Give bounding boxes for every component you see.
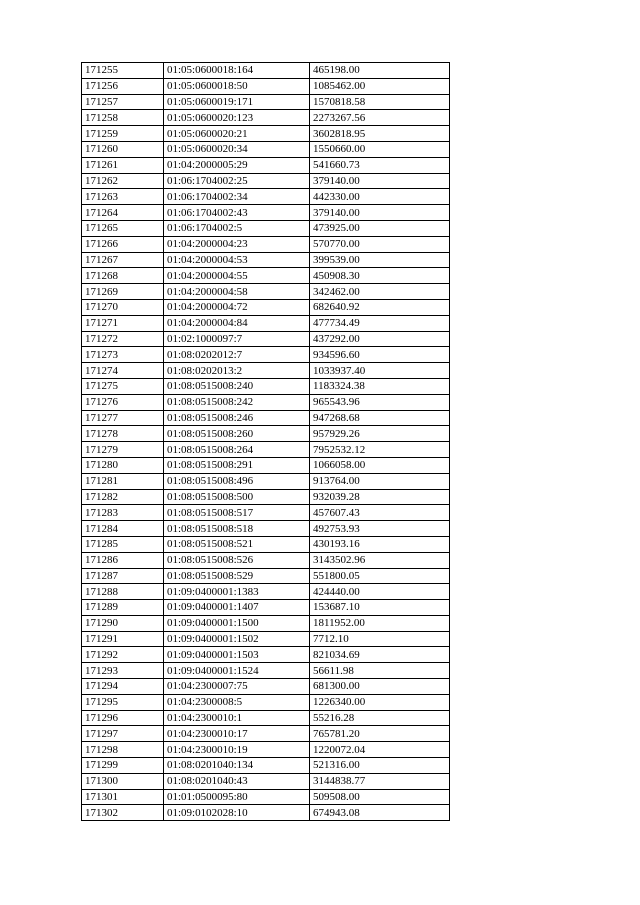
value-cell: 473925.00 [310, 220, 450, 236]
cadastral-number-cell: 01:04:2300010:17 [164, 726, 310, 742]
cadastral-number-cell: 01:04:2000004:58 [164, 284, 310, 300]
row-id-cell: 171283 [82, 505, 164, 521]
table-row [82, 758, 450, 774]
cadastral-number-cell: 01:09:0400001:1503 [164, 647, 310, 663]
value-cell: 399539.00 [310, 252, 450, 268]
value-cell: 1220072.04 [310, 742, 450, 758]
cadastral-number-cell: 01:04:2000005:29 [164, 157, 310, 173]
cadastral-number-cell: 01:04:2000004:23 [164, 236, 310, 252]
value-cell: 457607.43 [310, 505, 450, 521]
row-id-cell: 171294 [82, 679, 164, 695]
cadastral-number-cell: 01:08:0201040:43 [164, 773, 310, 789]
cadastral-number-cell: 01:04:2000004:72 [164, 299, 310, 315]
value-cell: 551800.05 [310, 568, 450, 584]
table-row [82, 647, 450, 663]
value-cell: 682640.92 [310, 299, 450, 315]
cadastral-number-cell: 01:04:2300010:1 [164, 710, 310, 726]
row-id-cell: 171275 [82, 378, 164, 394]
table-row [82, 726, 450, 742]
row-id-cell: 171298 [82, 742, 164, 758]
row-id-cell: 171288 [82, 584, 164, 600]
value-cell: 965543.96 [310, 394, 450, 410]
value-cell: 424440.00 [310, 584, 450, 600]
row-id-cell: 171292 [82, 647, 164, 663]
cadastral-number-cell: 01:09:0400001:1407 [164, 600, 310, 616]
table-row [82, 710, 450, 726]
row-id-cell: 171276 [82, 394, 164, 410]
row-id-cell: 171267 [82, 252, 164, 268]
value-cell: 509508.00 [310, 789, 450, 805]
row-id-cell: 171270 [82, 299, 164, 315]
cadastral-number-cell: 01:09:0102028:10 [164, 805, 310, 821]
value-cell: 821034.69 [310, 647, 450, 663]
table-row [82, 189, 450, 205]
table-row [82, 394, 450, 410]
row-id-cell: 171284 [82, 521, 164, 537]
table-row [82, 94, 450, 110]
value-cell: 934596.60 [310, 347, 450, 363]
cadastral-number-cell: 01:08:0515008:240 [164, 378, 310, 394]
row-id-cell: 171273 [82, 347, 164, 363]
table-row [82, 126, 450, 142]
row-id-cell: 171290 [82, 615, 164, 631]
table-row [82, 521, 450, 537]
row-id-cell: 171277 [82, 410, 164, 426]
table-row [82, 536, 450, 552]
value-cell: 1085462.00 [310, 78, 450, 94]
value-cell: 681300.00 [310, 679, 450, 695]
row-id-cell: 171265 [82, 220, 164, 236]
cadastral-number-cell: 01:05:0600020:21 [164, 126, 310, 142]
table-row [82, 773, 450, 789]
value-cell: 957929.26 [310, 426, 450, 442]
cadastral-number-cell: 01:06:1704002:43 [164, 205, 310, 221]
table-row [82, 600, 450, 616]
row-id-cell: 171260 [82, 141, 164, 157]
value-cell: 442330.00 [310, 189, 450, 205]
row-id-cell: 171280 [82, 457, 164, 473]
cadastral-number-cell: 01:08:0515008:496 [164, 473, 310, 489]
table-row [82, 331, 450, 347]
value-cell: 765781.20 [310, 726, 450, 742]
cadastral-number-cell: 01:04:2300008:5 [164, 694, 310, 710]
value-cell: 430193.16 [310, 536, 450, 552]
value-cell: 1570818.58 [310, 94, 450, 110]
table-row [82, 552, 450, 568]
value-cell: 379140.00 [310, 205, 450, 221]
cadastral-number-cell: 01:08:0515008:521 [164, 536, 310, 552]
table-row [82, 631, 450, 647]
row-id-cell: 171278 [82, 426, 164, 442]
cadastral-number-cell: 01:02:1000097:7 [164, 331, 310, 347]
table-row [82, 63, 450, 79]
value-cell: 2273267.56 [310, 110, 450, 126]
value-cell: 3144838.77 [310, 773, 450, 789]
row-id-cell: 171271 [82, 315, 164, 331]
table-row [82, 299, 450, 315]
cadastral-number-cell: 01:08:0201040:134 [164, 758, 310, 774]
table-row [82, 173, 450, 189]
value-cell: 1033937.40 [310, 363, 450, 379]
data-table [81, 62, 450, 821]
value-cell: 7952532.12 [310, 442, 450, 458]
value-cell: 947268.68 [310, 410, 450, 426]
table-row [82, 205, 450, 221]
value-cell: 153687.10 [310, 600, 450, 616]
table-row [82, 347, 450, 363]
value-cell: 1066058.00 [310, 457, 450, 473]
row-id-cell: 171256 [82, 78, 164, 94]
cadastral-number-cell: 01:05:0600019:171 [164, 94, 310, 110]
table-row [82, 141, 450, 157]
cadastral-number-cell: 01:08:0515008:526 [164, 552, 310, 568]
row-id-cell: 171285 [82, 536, 164, 552]
table-row [82, 315, 450, 331]
cadastral-number-cell: 01:08:0515008:246 [164, 410, 310, 426]
value-cell: 1811952.00 [310, 615, 450, 631]
value-cell: 3143502.96 [310, 552, 450, 568]
value-cell: 913764.00 [310, 473, 450, 489]
cadastral-number-cell: 01:08:0515008:500 [164, 489, 310, 505]
value-cell: 1550660.00 [310, 141, 450, 157]
cadastral-number-cell: 01:05:0600018:164 [164, 63, 310, 79]
value-cell: 56611.98 [310, 663, 450, 679]
cadastral-number-cell: 01:09:0400001:1502 [164, 631, 310, 647]
row-id-cell: 171299 [82, 758, 164, 774]
table-row [82, 789, 450, 805]
cadastral-number-cell: 01:08:0515008:264 [164, 442, 310, 458]
row-id-cell: 171281 [82, 473, 164, 489]
table-row [82, 442, 450, 458]
row-id-cell: 171255 [82, 63, 164, 79]
cadastral-number-cell: 01:08:0202013:2 [164, 363, 310, 379]
value-cell: 492753.93 [310, 521, 450, 537]
row-id-cell: 171282 [82, 489, 164, 505]
row-id-cell: 171301 [82, 789, 164, 805]
value-cell: 541660.73 [310, 157, 450, 173]
cadastral-number-cell: 01:08:0202012:7 [164, 347, 310, 363]
table-row [82, 457, 450, 473]
value-cell: 7712.10 [310, 631, 450, 647]
table-row [82, 473, 450, 489]
table-row [82, 742, 450, 758]
cadastral-number-cell: 01:08:0515008:529 [164, 568, 310, 584]
row-id-cell: 171295 [82, 694, 164, 710]
row-id-cell: 171269 [82, 284, 164, 300]
cadastral-number-cell: 01:05:0600020:34 [164, 141, 310, 157]
row-id-cell: 171268 [82, 268, 164, 284]
table-row [82, 505, 450, 521]
value-cell: 465198.00 [310, 63, 450, 79]
table-row [82, 268, 450, 284]
row-id-cell: 171259 [82, 126, 164, 142]
table-row [82, 489, 450, 505]
cadastral-number-cell: 01:06:1704002:34 [164, 189, 310, 205]
table-row [82, 78, 450, 94]
table-row [82, 410, 450, 426]
cadastral-number-cell: 01:05:0600020:123 [164, 110, 310, 126]
value-cell: 1183324.38 [310, 378, 450, 394]
cadastral-number-cell: 01:04:2300010:19 [164, 742, 310, 758]
cadastral-number-cell: 01:08:0515008:260 [164, 426, 310, 442]
table-row [82, 110, 450, 126]
table-row [82, 615, 450, 631]
value-cell: 521316.00 [310, 758, 450, 774]
table-row [82, 679, 450, 695]
row-id-cell: 171286 [82, 552, 164, 568]
cadastral-number-cell: 01:09:0400001:1383 [164, 584, 310, 600]
value-cell: 437292.00 [310, 331, 450, 347]
table-row [82, 236, 450, 252]
cadastral-number-cell: 01:06:1704002:5 [164, 220, 310, 236]
row-id-cell: 171274 [82, 363, 164, 379]
cadastral-number-cell: 01:08:0515008:518 [164, 521, 310, 537]
table-row [82, 568, 450, 584]
table-row [82, 284, 450, 300]
row-id-cell: 171297 [82, 726, 164, 742]
table-row [82, 378, 450, 394]
value-cell: 674943.08 [310, 805, 450, 821]
row-id-cell: 171266 [82, 236, 164, 252]
row-id-cell: 171264 [82, 205, 164, 221]
value-cell: 342462.00 [310, 284, 450, 300]
table-row [82, 694, 450, 710]
cadastral-number-cell: 01:04:2300007:75 [164, 679, 310, 695]
cadastral-number-cell: 01:01:0500095:80 [164, 789, 310, 805]
table-row [82, 363, 450, 379]
cadastral-number-cell: 01:05:0600018:50 [164, 78, 310, 94]
row-id-cell: 171287 [82, 568, 164, 584]
table-row [82, 157, 450, 173]
table-row [82, 584, 450, 600]
table-row [82, 220, 450, 236]
value-cell: 1226340.00 [310, 694, 450, 710]
table-row [82, 663, 450, 679]
value-cell: 477734.49 [310, 315, 450, 331]
cadastral-number-cell: 01:08:0515008:291 [164, 457, 310, 473]
table-row [82, 252, 450, 268]
row-id-cell: 171296 [82, 710, 164, 726]
row-id-cell: 171263 [82, 189, 164, 205]
table-row [82, 805, 450, 821]
cadastral-number-cell: 01:09:0400001:1524 [164, 663, 310, 679]
value-cell: 3602818.95 [310, 126, 450, 142]
value-cell: 450908.30 [310, 268, 450, 284]
row-id-cell: 171257 [82, 94, 164, 110]
row-id-cell: 171258 [82, 110, 164, 126]
row-id-cell: 171293 [82, 663, 164, 679]
value-cell: 570770.00 [310, 236, 450, 252]
cadastral-number-cell: 01:08:0515008:242 [164, 394, 310, 410]
row-id-cell: 171302 [82, 805, 164, 821]
row-id-cell: 171261 [82, 157, 164, 173]
table-row [82, 426, 450, 442]
value-cell: 55216.28 [310, 710, 450, 726]
row-id-cell: 171300 [82, 773, 164, 789]
value-cell: 379140.00 [310, 173, 450, 189]
cadastral-number-cell: 01:04:2000004:84 [164, 315, 310, 331]
value-cell: 932039.28 [310, 489, 450, 505]
row-id-cell: 171279 [82, 442, 164, 458]
row-id-cell: 171262 [82, 173, 164, 189]
cadastral-number-cell: 01:06:1704002:25 [164, 173, 310, 189]
cadastral-number-cell: 01:04:2000004:53 [164, 252, 310, 268]
cadastral-number-cell: 01:08:0515008:517 [164, 505, 310, 521]
row-id-cell: 171272 [82, 331, 164, 347]
row-id-cell: 171291 [82, 631, 164, 647]
cadastral-number-cell: 01:04:2000004:55 [164, 268, 310, 284]
row-id-cell: 171289 [82, 600, 164, 616]
cadastral-number-cell: 01:09:0400001:1500 [164, 615, 310, 631]
table-body [82, 63, 450, 821]
